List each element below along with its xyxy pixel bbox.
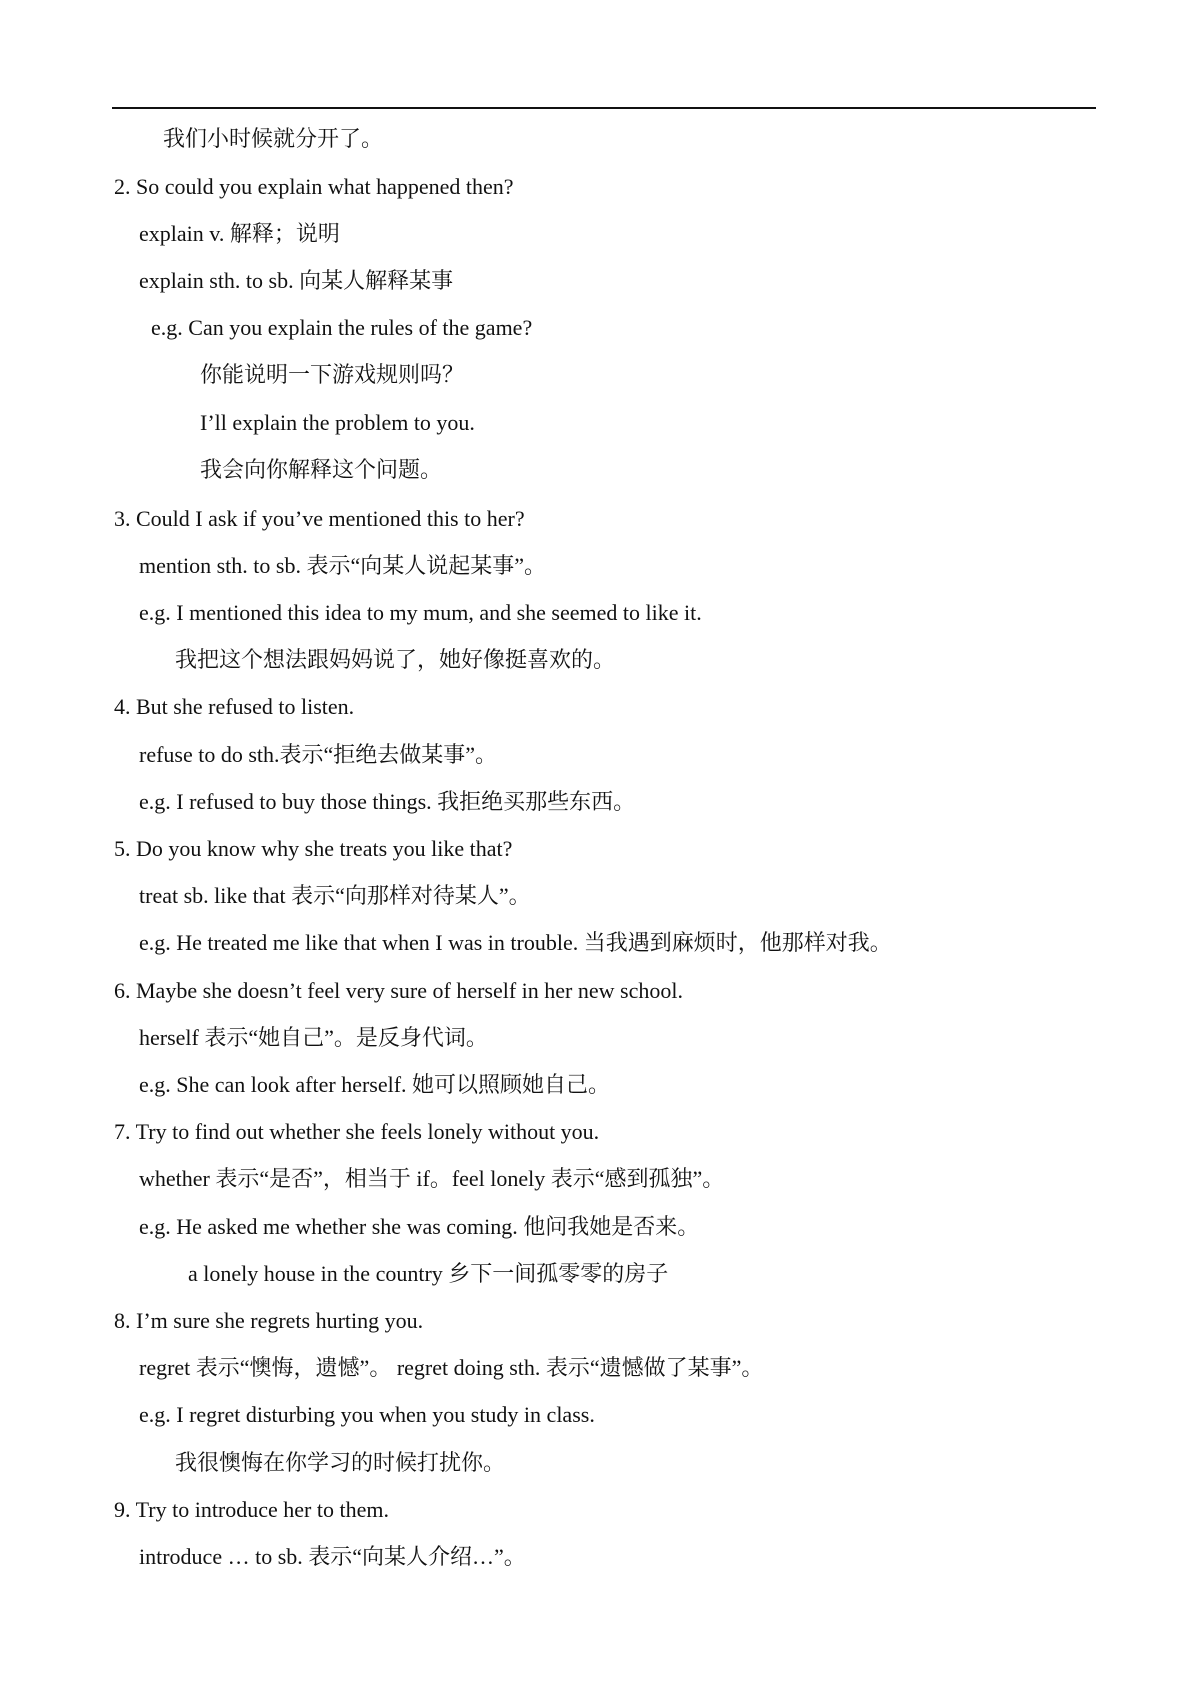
item-heading: 4. But she refused to listen. xyxy=(114,694,355,719)
example-line: a lonely house in the country 乡下一间孤零零的房子 xyxy=(188,1261,669,1286)
text-line: treat sb. like that 表示“向那样对待某人”。 xyxy=(139,883,531,908)
text-line: herself 表示“她自己”。是反身代词。 xyxy=(139,1025,488,1050)
item-heading: 7. Try to find out whether she feels lonely without you. xyxy=(114,1119,600,1144)
text-line: refuse to do sth.表示“拒绝去做某事”。 xyxy=(139,742,498,767)
example-line: e.g. He treated me like that when I was in trouble. 当我遇到麻烦时，他那样对我。 xyxy=(139,930,892,955)
example-line: e.g. Can you explain the rules of the game? xyxy=(151,315,533,340)
example-translation: 我很懊悔在你学习的时候打扰你。 xyxy=(175,1450,506,1475)
example-translation: 我把这个想法跟妈妈说了，她好像挺喜欢的。 xyxy=(175,647,616,672)
example-translation: 我会向你解释这个问题。 xyxy=(200,457,443,482)
text-line: explain v. 解释；说明 xyxy=(139,221,340,246)
text-line: whether 表示“是否”，相当于 if。feel lonely 表示“感到孤独”。 xyxy=(139,1166,725,1191)
example-translation: 你能说明一下游戏规则吗？ xyxy=(200,362,465,387)
item-heading: 6. Maybe she doesn’t feel very sure of herself in her new school. xyxy=(114,978,683,1003)
item-heading: 8. I’m sure she regrets hurting you. xyxy=(114,1308,424,1333)
example-line: I’ll explain the problem to you. xyxy=(200,410,475,435)
item-heading: 2. So could you explain what happened then? xyxy=(114,174,514,199)
example-line: e.g. I refused to buy those things. 我拒绝买那些东西。 xyxy=(139,789,636,814)
text-line: introduce … to sb. 表示“向某人介绍…”。 xyxy=(139,1544,526,1569)
header-rule xyxy=(112,107,1096,109)
text-line: 我们小时候就分开了。 xyxy=(163,126,384,151)
item-heading: 9. Try to introduce her to them. xyxy=(114,1497,389,1522)
text-line: mention sth. to sb. 表示“向某人说起某事”。 xyxy=(139,553,546,578)
text-line: explain sth. to sb. 向某人解释某事 xyxy=(139,268,454,293)
example-line: e.g. I mentioned this idea to my mum, and she seemed to like it. xyxy=(139,600,702,625)
item-heading: 5. Do you know why she treats you like that? xyxy=(114,836,513,861)
example-line: e.g. He asked me whether she was coming. 他问我她是否来。 xyxy=(139,1214,700,1239)
example-line: e.g. She can look after herself. 她可以照顾她自己。 xyxy=(139,1072,611,1097)
item-heading: 3. Could I ask if you’ve mentioned this to her? xyxy=(114,506,525,531)
example-line: e.g. I regret disturbing you when you study in class. xyxy=(139,1402,595,1427)
text-line: regret 表示“懊悔，遗憾”。 regret doing sth. 表示“遗憾做了某事”。 xyxy=(139,1355,764,1380)
